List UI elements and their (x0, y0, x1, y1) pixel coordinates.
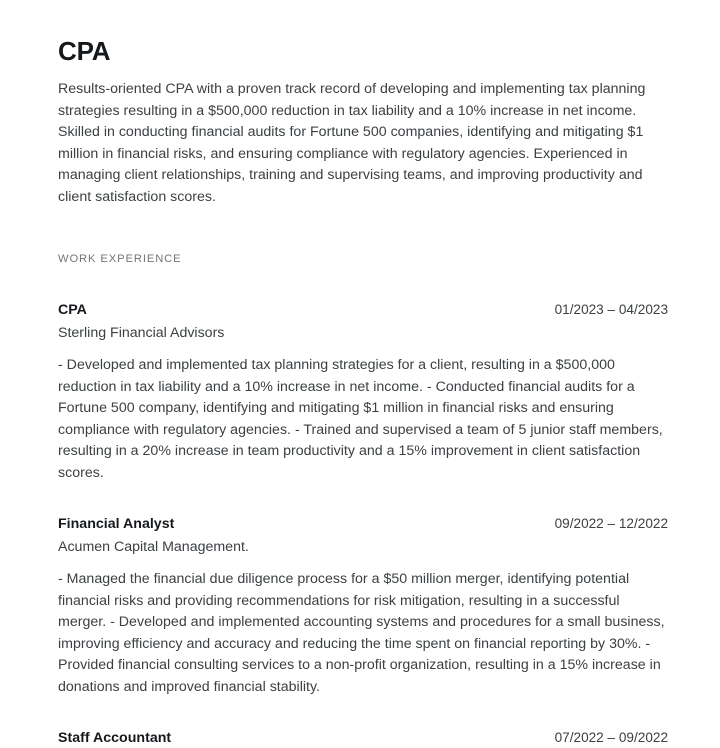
entry-dates: 07/2022 – 09/2022 (554, 730, 668, 746)
entry-company: Sterling Financial Advisors (58, 325, 225, 342)
entry-role: Financial Analyst (58, 516, 175, 533)
professional-summary: Results-oriented CPA with a proven track record of developing and implementing tax planning strategies resulting in a $500,000 reduction in tax liability and a 10% increase in net income. Skilled in conducting financial audits for Fortune 500 companies, identifying and mitigating $1 million in financial risks, and ensuring compliance with regulatory agencies. Experienced in managing client relationships, training and supervising teams, and improving productivity and client satisfaction scores. (58, 81, 646, 205)
entry-role: CPA (58, 302, 87, 319)
list-item (58, 728, 668, 748)
list-item (58, 514, 668, 698)
entry-dates: 09/2022 – 12/2022 (554, 516, 668, 532)
page-title: CPA (58, 36, 111, 66)
entry-header (58, 300, 668, 320)
work-experience-list (58, 300, 668, 748)
entry-description: - Managed the financial due diligence process for a $50 million merger, identifying potential financial risks and providing recommendations for risk mitigation, resulting in a successful merger. - Developed and implemented accounting systems and procedures for a small business, improving efficiency and accuracy and reducing the time spent on financial reporting by 30%. - Provided financial consulting services to a non-profit organization, resulting in a 15% increase in donations and improved financial stability. (58, 571, 665, 695)
entry-header (58, 728, 668, 748)
entry-role: Staff Accountant (58, 730, 172, 747)
entry-header (58, 514, 668, 534)
entry-description: - Developed and implemented tax planning strategies for a client, resulting in a $500,000 reduction in tax liability and a 10% increase in net income. - Conducted financial audits for a Fortune 500 company, identifying and mitigating $1 million in financial risks and ensuring compliance with regulatory agencies. - Trained and supervised a team of 5 junior staff members, resulting in a 20% increase in team productivity and a 15% improvement in client satisfaction scores. (58, 357, 663, 481)
entry-company: Acumen Capital Management. (58, 539, 249, 556)
list-item (58, 300, 668, 484)
entry-dates: 01/2023 – 04/2023 (554, 302, 668, 318)
section-heading-work-experience: WORK EXPERIENCE (58, 253, 182, 266)
